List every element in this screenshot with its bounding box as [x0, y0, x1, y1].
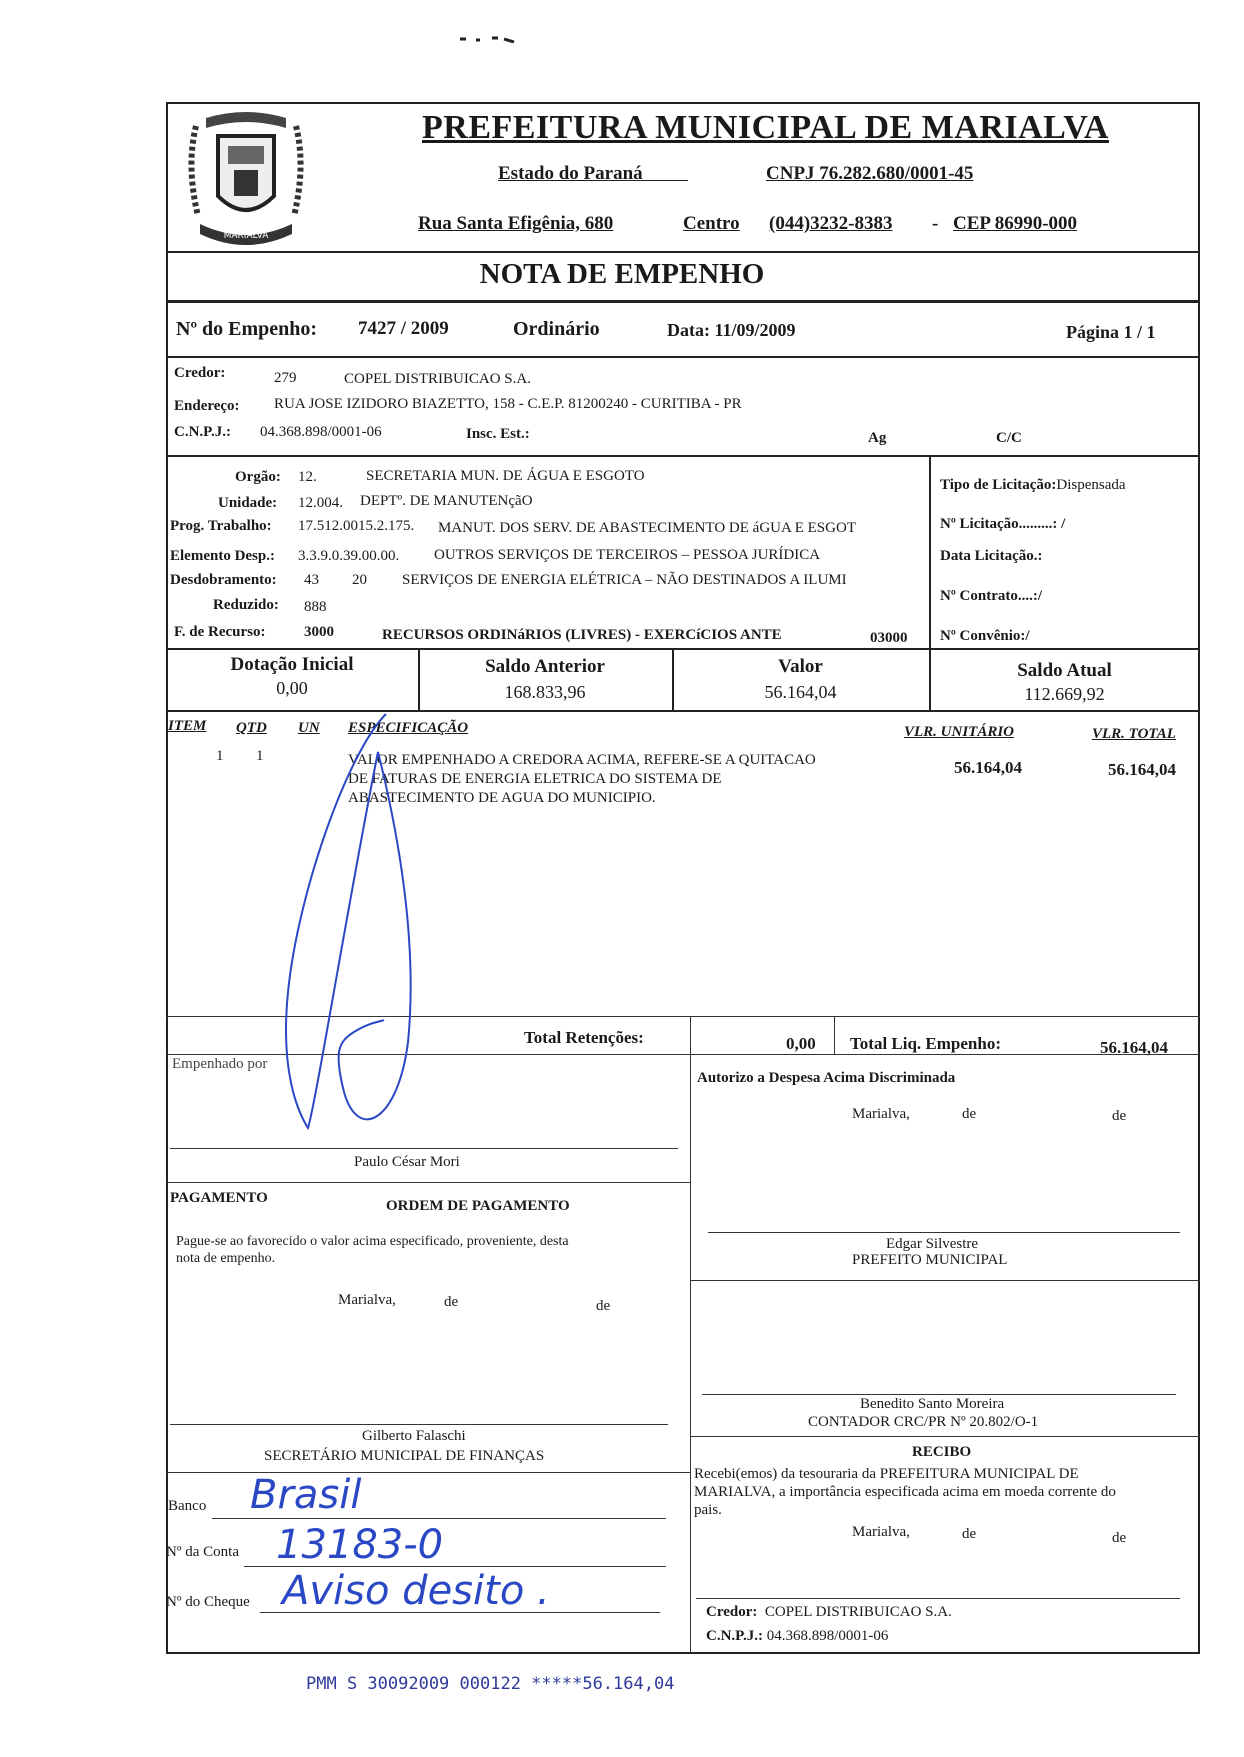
reduzido-value: 888 — [304, 599, 327, 615]
payment-stamp: PMM S 30092009 000122 *****56.164,04 — [306, 1674, 675, 1694]
svg-text:MARIALVA: MARIALVA — [223, 231, 269, 241]
date-de: de — [444, 1294, 459, 1310]
insc-label: Insc. Est.: — [466, 426, 530, 442]
recibo-text-line-2: MARIALVA, a importância especificada acima em moeda corrente do — [694, 1484, 1116, 1500]
pague-text-line-1: Pague-se ao favorecido o valor acima especificado, proveniente, desta — [176, 1234, 569, 1249]
convenio-number: Nº Convênio:/ — [940, 628, 1030, 644]
header-cep: CEP 86990-000 — [953, 213, 1078, 234]
dotacao-label: Dotação Inicial — [230, 654, 354, 675]
cheque-value: Aviso desito . — [282, 1568, 550, 1614]
col-vlr-unitario: VLR. UNITÁRIO — [904, 724, 1015, 740]
saldo-anterior-label: Saldo Anterior — [485, 656, 605, 677]
divider — [166, 1472, 690, 1473]
page-title: PREFEITURA MUNICIPAL DE MARIALVA — [422, 109, 1109, 146]
recibo-credor-value: COPEL DISTRIBUICAO S.A. — [764, 1604, 952, 1620]
divider — [166, 251, 1200, 253]
cc-label: C/C — [996, 430, 1022, 446]
recurso-code: 3000 — [304, 624, 334, 640]
empenho-date: Data: 11/09/2009 — [667, 320, 796, 340]
credor-name: COPEL DISTRIBUICAO S.A. — [344, 371, 531, 387]
signature-line — [702, 1394, 1176, 1395]
date-de: de — [1112, 1108, 1127, 1124]
prog-desc: MANUT. DOS SERV. DE ABASTECIMENTO DE áGUA E ESGOT — [438, 520, 856, 536]
divider — [166, 300, 1200, 303]
retencoes-label: Total Retenções: — [524, 1028, 644, 1047]
row-spec-line-3: ABASTECIMENTO DE AGUA DO MUNICIPIO. — [348, 790, 656, 806]
desdobramento-code-1: 43 — [304, 572, 319, 588]
contrato-number: Nº Contrato....:/ — [940, 588, 1043, 604]
place-marialva: Marialva, — [852, 1106, 910, 1122]
header-street: Rua Santa Efigênia, 680 — [418, 213, 614, 234]
cnpj-label: C.N.P.J.: — [174, 424, 231, 440]
col-vlr-total: VLR. TOTAL — [1092, 726, 1176, 742]
desdobramento-desc: SERVIÇOS DE ENERGIA ELÉTRICA – NÃO DESTINADOS A ILUMI — [402, 572, 847, 588]
municipal-seal-icon — [176, 106, 316, 256]
field-line — [212, 1518, 666, 1519]
divider — [166, 648, 1200, 650]
liq-empenho-value: 56.164,04 — [1100, 1038, 1168, 1057]
ordem-pagamento-label: ORDEM DE PAGAMENTO — [386, 1198, 570, 1214]
recurso-label: F. de Recurso: — [174, 624, 266, 640]
header-phone: (044)3232-8383 — [769, 213, 893, 234]
banco-label: Banco — [168, 1498, 207, 1514]
document-title: NOTA DE EMPENHO — [479, 258, 765, 290]
signer-gilberto-name: Gilberto Falaschi — [362, 1428, 466, 1444]
licitacao-tipo-label: Tipo de Licitação:Dispensada — [940, 477, 1126, 493]
valor-value: 56.164,04 — [764, 682, 837, 702]
row-spec-line-1: VALOR EMPENHADO A CREDORA ACIMA, REFERE-SE A QUITACAO — [348, 752, 816, 768]
header-separator: - — [932, 213, 939, 234]
credor-label: Credor: — [174, 365, 226, 381]
divider — [166, 1182, 690, 1183]
reduzido-label: Reduzido: — [213, 597, 279, 613]
valor-label: Valor — [778, 656, 823, 677]
orgao-code: 12. — [298, 469, 317, 485]
header-district: Centro — [683, 213, 740, 234]
licitacao-tipo-value: Dispensada — [1056, 477, 1126, 493]
credor-code: 279 — [274, 370, 297, 386]
row-spec-line-2: DE FATURAS DE ENERGIA ELETRICA DO SISTEMA DE — [348, 771, 722, 787]
unidade-label: Unidade: — [218, 495, 278, 511]
recurso-code-2: 03000 — [870, 630, 908, 646]
date-de: de — [1112, 1530, 1127, 1546]
endereco-label: Endereço: — [174, 398, 240, 414]
recibo-credor: Credor: COPEL DISTRIBUICAO S.A. — [706, 1604, 952, 1620]
row-total-value: 56.164,04 — [1108, 760, 1176, 779]
contador-name: Benedito Santo Moreira — [860, 1396, 1005, 1412]
divider — [690, 1054, 691, 1654]
licitacao-data: Data Licitação.: — [940, 548, 1043, 564]
banco-value: Brasil — [250, 1472, 362, 1518]
row-unit-value: 56.164,04 — [954, 758, 1022, 777]
signature-line — [696, 1598, 1180, 1599]
scan-artifact — [458, 30, 518, 36]
desdobramento-code-2: 20 — [352, 572, 367, 588]
col-un: UN — [298, 720, 320, 736]
date-de: de — [962, 1106, 977, 1122]
empenho-number: 7427 / 2009 — [358, 318, 449, 339]
divider — [690, 1016, 691, 1054]
saldo-anterior-value: 168.833,96 — [504, 682, 586, 702]
elemento-label: Elemento Desp.: — [170, 548, 275, 564]
signer-paulo: Paulo César Mori — [354, 1154, 460, 1170]
conta-label: Nº da Conta — [166, 1544, 239, 1560]
liq-empenho-label: Total Liq. Empenho: — [850, 1034, 1001, 1053]
saldo-atual-label: Saldo Atual — [1017, 660, 1112, 681]
header-cnpj: CNPJ 76.282.680/0001-45 — [766, 163, 974, 184]
ag-label: Ag — [868, 430, 887, 446]
prog-label: Prog. Trabalho: — [170, 518, 272, 534]
place-marialva: Marialva, — [338, 1292, 396, 1308]
recurso-desc: RECURSOS ORDINáRIOS (LIVRES) - EXERCíCIOS ANTE — [382, 627, 782, 643]
divider — [690, 1436, 1200, 1437]
prefeito-name: Edgar Silvestre — [886, 1236, 979, 1252]
saldo-atual-value: 112.669,92 — [1024, 684, 1105, 704]
empenho-type: Ordinário — [513, 318, 600, 340]
divider — [690, 1280, 1200, 1281]
conta-value: 13183-0 — [276, 1522, 444, 1568]
signature-line — [170, 1148, 678, 1149]
signer-gilberto-role: SECRETÁRIO MUNICIPAL DE FINANÇAS — [264, 1448, 545, 1464]
licitacao-numero: Nº Licitação.........: / — [940, 516, 1066, 532]
cheque-label: Nº do Cheque — [166, 1594, 250, 1610]
row-qtd: 1 — [256, 748, 264, 764]
recibo-cnpj-value: 04.368.898/0001-06 — [766, 1628, 889, 1644]
empenho-label: Nº do Empenho: — [176, 318, 318, 340]
recibo-text-line-3: pais. — [694, 1502, 722, 1518]
date-de: de — [596, 1298, 611, 1314]
col-qtd: QTD — [236, 720, 267, 736]
dotacao-value: 0,00 — [276, 678, 308, 698]
underline-rule — [608, 180, 688, 181]
date-de: de — [962, 1526, 977, 1542]
orgao-label: Orgão: — [235, 469, 281, 485]
state-label: Estado do Paraná — [498, 163, 643, 184]
unidade-desc: DEPTº. DE MANUTENçãO — [360, 493, 533, 509]
col-especificacao: ESPECIFICAÇÃO — [348, 720, 469, 736]
pague-text-line-2: nota de empenho. — [176, 1251, 276, 1266]
elemento-desc: OUTROS SERVIÇOS DE TERCEIROS – PESSOA JURÍDICA — [434, 547, 821, 563]
handwritten-signature — [258, 712, 438, 1142]
retencoes-value: 0,00 — [786, 1034, 816, 1053]
recibo-label: RECIBO — [912, 1444, 972, 1460]
divider — [166, 356, 1200, 358]
cnpj-value: 04.368.898/0001-06 — [260, 424, 382, 440]
row-item: 1 — [216, 748, 224, 764]
unidade-code: 12.004. — [298, 495, 343, 511]
place-marialva: Marialva, — [852, 1524, 910, 1540]
page-number: Página 1 / 1 — [1066, 322, 1156, 342]
empenhado-por-label: Empenhado por — [172, 1056, 268, 1072]
autorizo-label: Autorizo a Despesa Acima Discriminada — [697, 1070, 956, 1086]
divider — [166, 455, 1200, 457]
col-item: ITEM — [168, 718, 207, 734]
prog-code: 17.512.0015.2.175. — [298, 518, 415, 534]
recibo-cnpj: C.N.P.J.: 04.368.898/0001-06 — [706, 1628, 889, 1644]
contador-role: CONTADOR CRC/PR Nº 20.802/O-1 — [808, 1414, 1039, 1430]
signature-line — [708, 1232, 1180, 1233]
signature-line — [170, 1424, 668, 1425]
desdobramento-label: Desdobramento: — [170, 572, 277, 588]
divider — [929, 455, 931, 648]
elemento-code: 3.3.9.0.39.00.00. — [298, 548, 400, 564]
pagamento-label: PAGAMENTO — [170, 1190, 268, 1206]
orgao-desc: SECRETARIA MUN. DE ÁGUA E ESGOTO — [366, 468, 645, 484]
recibo-text-line-1: Recebi(emos) da tesouraria da PREFEITURA MUNICIPAL DE — [694, 1466, 1079, 1482]
divider — [834, 1016, 835, 1054]
endereco-value: RUA JOSE IZIDORO BIAZETTO, 158 - C.E.P. 81200240 - CURITIBA - PR — [274, 396, 742, 412]
prefeito-role: PREFEITO MUNICIPAL — [852, 1252, 1008, 1268]
